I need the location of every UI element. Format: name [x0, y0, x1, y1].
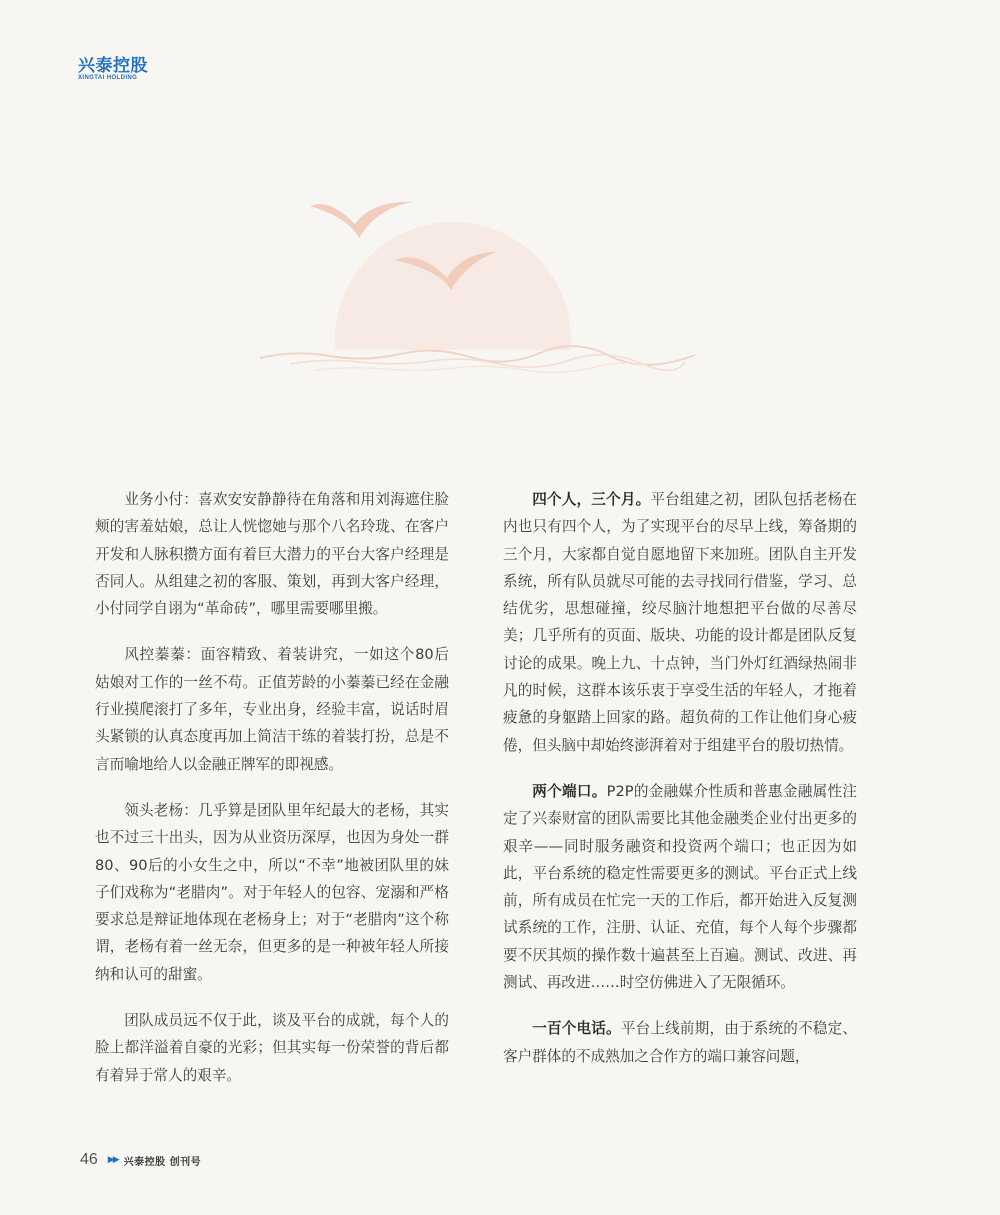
paragraph-text: 风控蓁蓁：面容精致、着装讲究，一如这个80后姑娘对工作的一丝不苟。正值芳龄的小蓁蓁已经在金融行业摸爬滚打了多年，专业出身，经验丰富，说话时眉头紧锁的认真态度再加上简洁干练的着装打扮，总是不言而喻地给人以金融正牌军的即视感。 — [95, 646, 449, 773]
paragraph — [95, 1007, 449, 1089]
paragraph-lead: 一百个电话。 — [532, 1020, 621, 1038]
logo-en-text: XINGTAI HOLDING — [78, 75, 138, 81]
seagulls-sunset-illustration — [255, 190, 715, 380]
paragraph-text: 领头老杨：几乎算是团队里年纪最大的老杨，其实也不过三十出头，因为从业资历深厚，也因为身处一群80、90后的小女生之中，所以“不幸”地被团队里的妹子们戏称为“老腊肉”。对于年轻人的包容、宠溺和严格要求总是辩证地体现在老杨身上；对于“老腊肉”这个称谓，老杨有着一丝无奈，但更多的是一种被年轻人所接纳和认可的甜蜜。 — [95, 801, 449, 983]
logo-cn-text: 兴泰控股 — [78, 56, 148, 76]
paragraph-text: 平台组建之初，团队包括老杨在内也只有四个人，为了实现平台的尽早上线，筹备期的三个月，大家都自觉自愿地留下来加班。团队自主开发系统，所有队员就尽可能的去寻找同行借鉴，学习、总结优劣，思想碰撞，绞尽脑汁地想把平台做的尽善尽美；几乎所有的页面、版块、功能的设计都是团队反复讨论的成果。晚上九、十点钟，当门外灯红酒绿热闹非凡的时候，这群本该乐衷于享受生活的年轻人，才拖着疲惫的身躯踏上回家的路。超负荷的工作让他们身心疲倦，但头脑中却始终澎湃着对于组建平台的殷切热情。 — [503, 491, 857, 754]
page-footer — [80, 1151, 201, 1169]
horizon-waves — [315, 363, 655, 372]
publication-name: 兴泰控股 创刊号 — [123, 1156, 202, 1168]
paragraph — [503, 486, 857, 759]
paragraph-lead: 两个端口。 — [532, 782, 607, 800]
paragraph-text: 平台上线前期，由于系统的不稳定、客户群体的不成熟加之合作方的端口兼容问题， — [503, 1020, 857, 1065]
sun-shape — [335, 222, 571, 380]
paragraph-text: 团队成员远不仅于此，谈及平台的成就，每个人的脸上都洋溢着自豪的光彩；但其实每一份荣誉的背后都有着异于常人的艰辛。 — [95, 1012, 449, 1084]
paragraph-lead: 四个人，三个月。 — [532, 491, 651, 508]
seagull-left-icon — [310, 202, 413, 238]
paragraph-text: 业务小付：喜欢安安静静待在角落和用刘海遮住脸颊的害羞姑娘，总让人恍惚她与那个八名玲珑、在客户开发和人脉积攒方面有着巨大潜力的平台大客户经理是否同人。从组建之初的客服、策划，再到大客户经理，小付同学自诩为“革命砖”，哪里需要哪里搬。 — [95, 491, 449, 618]
paragraph — [95, 641, 449, 777]
paragraph — [503, 1015, 857, 1070]
right-column — [503, 486, 857, 1089]
paragraph — [95, 797, 449, 988]
double-chevron-right-icon: ▶▶ — [107, 1155, 118, 1165]
paragraph — [95, 486, 449, 622]
left-column — [95, 486, 449, 1108]
page-number: 46 — [80, 1151, 98, 1168]
paragraph-text: P2P的金融媒介性质和普惠金融属性注定了兴泰财富的团队需要比其他金融类企业付出更多的艰辛——同时服务融资和投资两个端口；也正因为如此，平台系统的稳定性需要更多的测试。平台正式上线前，所有成员在忙完一天的工作后，都开始进入反复测试系统的工作，注册、认证、充值，每个人每个步骤都要不厌其烦的操作数十遍甚至上百遍。测试、改进、再测试、再改进……时空仿佛进入了无限循环。 — [503, 782, 857, 992]
paragraph — [503, 778, 857, 996]
logo — [78, 57, 148, 82]
